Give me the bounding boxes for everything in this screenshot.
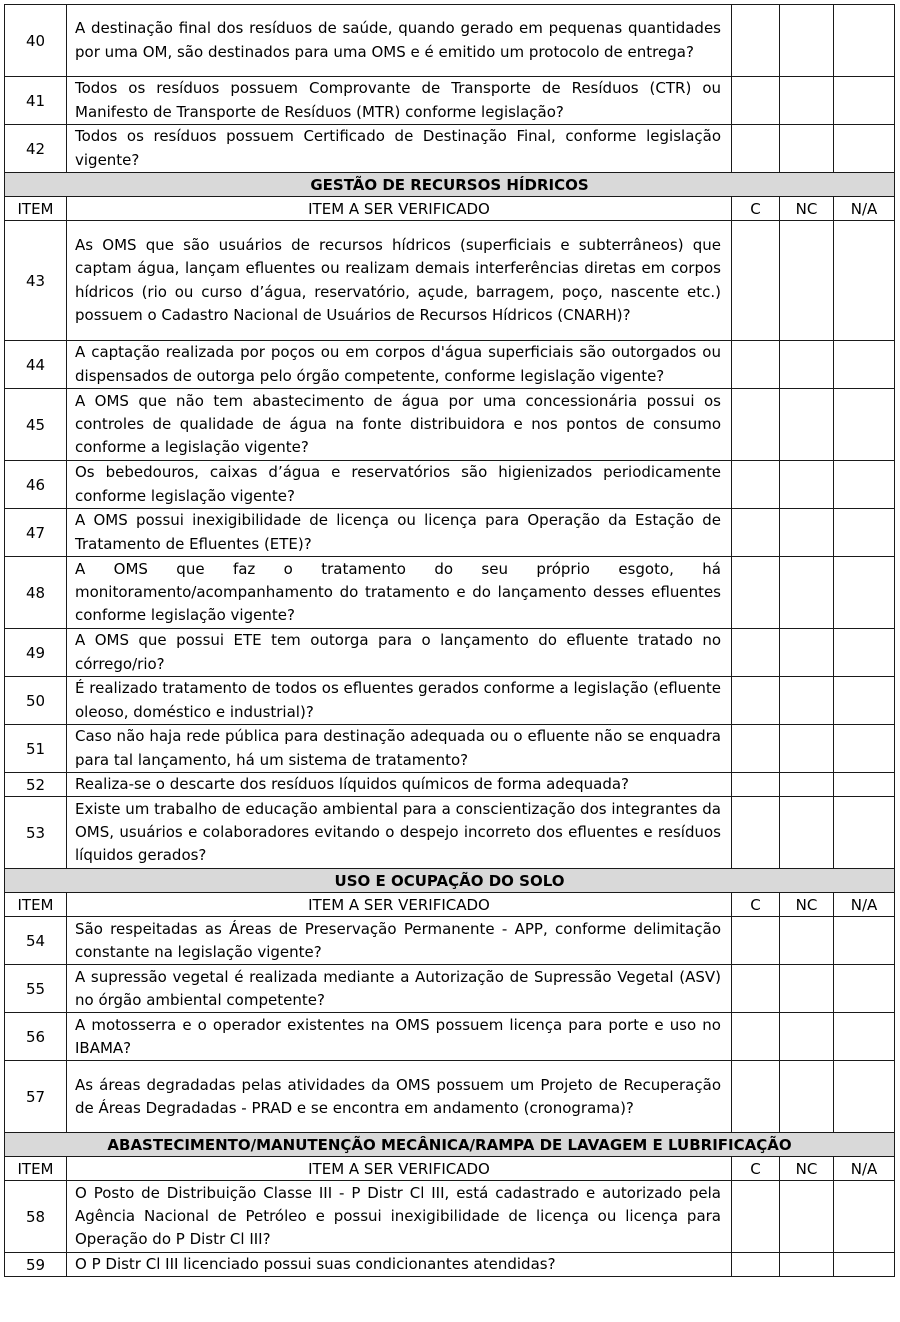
- item-number: 42: [5, 125, 67, 173]
- compliant-cell[interactable]: [732, 1253, 780, 1277]
- item-question: O P Distr Cl III licenciado possui suas condicionantes atendidas?: [67, 1253, 732, 1277]
- not-applicable-cell[interactable]: [834, 5, 895, 77]
- item-number: 45: [5, 389, 67, 461]
- non-compliant-cell[interactable]: [780, 965, 834, 1013]
- compliant-cell[interactable]: [732, 1013, 780, 1061]
- non-compliant-cell[interactable]: [780, 125, 834, 173]
- item-number: 49: [5, 629, 67, 677]
- header-item: ITEM: [5, 893, 67, 917]
- header-nc: NC: [780, 1157, 834, 1181]
- non-compliant-cell[interactable]: [780, 773, 834, 797]
- checklist-row: [5, 389, 895, 461]
- checklist-table: [4, 4, 895, 1277]
- not-applicable-cell[interactable]: [834, 221, 895, 341]
- section-title: ABASTECIMENTO/MANUTENÇÃO MECÂNICA/RAMPA DE LAVAGEM E LUBRIFICAÇÃO: [5, 1133, 895, 1157]
- item-number: 43: [5, 221, 67, 341]
- non-compliant-cell[interactable]: [780, 1181, 834, 1253]
- item-number: 51: [5, 725, 67, 773]
- checklist-page: [4, 4, 894, 1277]
- not-applicable-cell[interactable]: [834, 1061, 895, 1133]
- item-question: As OMS que são usuários de recursos hídricos (superficiais e subterrâneos) que captam água, lançam efluentes ou realizam demais interferências diretas em corpos hídricos (rio ou curso d’água, reservatório, açude, barragem, poço, nascente etc.) possuem o Cadastro Nacional de Usuários de Recursos Hídricos (CNARH)?: [67, 221, 732, 341]
- item-question: O Posto de Distribuição Classe III - P Distr Cl III, está cadastrado e autorizado pela Agência Nacional de Petróleo e possui inexigibilidade de licença ou licença para Operação do P Distr Cl III?: [67, 1181, 732, 1253]
- not-applicable-cell[interactable]: [834, 77, 895, 125]
- header-nc: NC: [780, 197, 834, 221]
- header-nc: NC: [780, 893, 834, 917]
- item-question: Caso não haja rede pública para destinação adequada ou o efluente não se enquadra para tal lançamento, há um sistema de tratamento?: [67, 725, 732, 773]
- item-question: A OMS que não tem abastecimento de água por uma concessionária possui os controles de qualidade de água na fonte distribuidora e nos pontos de consumo conforme a legislação vigente?: [67, 389, 732, 461]
- checklist-row: [5, 557, 895, 629]
- checklist-row: [5, 797, 895, 869]
- compliant-cell[interactable]: [732, 221, 780, 341]
- compliant-cell[interactable]: [732, 389, 780, 461]
- checklist-row: [5, 77, 895, 125]
- compliant-cell[interactable]: [732, 725, 780, 773]
- item-number: 50: [5, 677, 67, 725]
- checklist-row: [5, 5, 895, 77]
- non-compliant-cell[interactable]: [780, 221, 834, 341]
- checklist-row: [5, 125, 895, 173]
- compliant-cell[interactable]: [732, 509, 780, 557]
- header-na: N/A: [834, 197, 895, 221]
- checklist-row: [5, 1013, 895, 1061]
- not-applicable-cell[interactable]: [834, 965, 895, 1013]
- item-number: 52: [5, 773, 67, 797]
- header-description: ITEM A SER VERIFICADO: [67, 197, 732, 221]
- compliant-cell[interactable]: [732, 1181, 780, 1253]
- section-title: GESTÃO DE RECURSOS HÍDRICOS: [5, 173, 895, 197]
- section-title: USO E OCUPAÇÃO DO SOLO: [5, 869, 895, 893]
- checklist-row: [5, 1181, 895, 1253]
- item-question: A captação realizada por poços ou em corpos d'água superficiais são outorgados ou dispensados de outorga pelo órgão competente, conforme legislação vigente?: [67, 341, 732, 389]
- header-description: ITEM A SER VERIFICADO: [67, 893, 732, 917]
- compliant-cell[interactable]: [732, 629, 780, 677]
- section-row: [5, 869, 895, 893]
- item-question: Realiza-se o descarte dos resíduos líquidos químicos de forma adequada?: [67, 773, 732, 797]
- item-number: 44: [5, 341, 67, 389]
- checklist-row: [5, 1253, 895, 1277]
- item-number: 57: [5, 1061, 67, 1133]
- header-na: N/A: [834, 893, 895, 917]
- item-question: Todos os resíduos possuem Comprovante de Transporte de Resíduos (CTR) ou Manifesto de Transporte de Resíduos (MTR) conforme legislação?: [67, 77, 732, 125]
- non-compliant-cell[interactable]: [780, 677, 834, 725]
- non-compliant-cell[interactable]: [780, 1013, 834, 1061]
- non-compliant-cell[interactable]: [780, 725, 834, 773]
- header-item: ITEM: [5, 197, 67, 221]
- compliant-cell[interactable]: [732, 797, 780, 869]
- checklist-row: [5, 341, 895, 389]
- item-question: A OMS que possui ETE tem outorga para o lançamento do efluente tratado no córrego/rio?: [67, 629, 732, 677]
- not-applicable-cell[interactable]: [834, 1253, 895, 1277]
- header-c: C: [732, 197, 780, 221]
- not-applicable-cell[interactable]: [834, 773, 895, 797]
- item-question: A motosserra e o operador existentes na OMS possuem licença para porte e uso no IBAMA?: [67, 1013, 732, 1061]
- not-applicable-cell[interactable]: [834, 461, 895, 509]
- header-item: ITEM: [5, 1157, 67, 1181]
- checklist-row: [5, 965, 895, 1013]
- compliant-cell[interactable]: [732, 77, 780, 125]
- not-applicable-cell[interactable]: [834, 677, 895, 725]
- non-compliant-cell[interactable]: [780, 389, 834, 461]
- checklist-row: [5, 509, 895, 557]
- item-number: 40: [5, 5, 67, 77]
- non-compliant-cell[interactable]: [780, 797, 834, 869]
- header-na: N/A: [834, 1157, 895, 1181]
- item-number: 41: [5, 77, 67, 125]
- compliant-cell[interactable]: [732, 1061, 780, 1133]
- not-applicable-cell[interactable]: [834, 725, 895, 773]
- non-compliant-cell[interactable]: [780, 917, 834, 965]
- checklist-row: [5, 629, 895, 677]
- compliant-cell[interactable]: [732, 557, 780, 629]
- compliant-cell[interactable]: [732, 677, 780, 725]
- not-applicable-cell[interactable]: [834, 629, 895, 677]
- item-question: A destinação final dos resíduos de saúde, quando gerado em pequenas quantidades por uma OM, são destinados para uma OMS e é emitido um protocolo de entrega?: [67, 5, 732, 77]
- not-applicable-cell[interactable]: [834, 509, 895, 557]
- header-c: C: [732, 1157, 780, 1181]
- item-question: É realizado tratamento de todos os efluentes gerados conforme a legislação (efluente oleoso, doméstico e industrial)?: [67, 677, 732, 725]
- compliant-cell[interactable]: [732, 917, 780, 965]
- checklist-row: [5, 725, 895, 773]
- non-compliant-cell[interactable]: [780, 461, 834, 509]
- compliant-cell[interactable]: [732, 125, 780, 173]
- compliant-cell[interactable]: [732, 461, 780, 509]
- not-applicable-cell[interactable]: [834, 557, 895, 629]
- checklist-body: [5, 5, 895, 1277]
- item-question: As áreas degradadas pelas atividades da OMS possuem um Projeto de Recuperação de Áreas Degradadas - PRAD e se encontra em andamento (cronograma)?: [67, 1061, 732, 1133]
- header-description: ITEM A SER VERIFICADO: [67, 1157, 732, 1181]
- item-question: Existe um trabalho de educação ambiental para a conscientização dos integrantes da OMS, usuários e colaboradores evitando o despejo incorreto dos efluentes e resíduos líquidos gerados?: [67, 797, 732, 869]
- item-number: 53: [5, 797, 67, 869]
- checklist-row: [5, 461, 895, 509]
- non-compliant-cell[interactable]: [780, 509, 834, 557]
- compliant-cell[interactable]: [732, 5, 780, 77]
- item-question: A OMS que faz o tratamento do seu próprio esgoto, há monitoramento/acompanhamento do tratamento e do lançamento desses efluentes conforme legislação vigente?: [67, 557, 732, 629]
- item-number: 54: [5, 917, 67, 965]
- checklist-row: [5, 221, 895, 341]
- not-applicable-cell[interactable]: [834, 917, 895, 965]
- non-compliant-cell[interactable]: [780, 5, 834, 77]
- checklist-row: [5, 773, 895, 797]
- not-applicable-cell[interactable]: [834, 1013, 895, 1061]
- non-compliant-cell[interactable]: [780, 629, 834, 677]
- compliant-cell[interactable]: [732, 341, 780, 389]
- not-applicable-cell[interactable]: [834, 797, 895, 869]
- item-number: 46: [5, 461, 67, 509]
- header-c: C: [732, 893, 780, 917]
- item-question: A OMS possui inexigibilidade de licença ou licença para Operação da Estação de Tratamento de Efluentes (ETE)?: [67, 509, 732, 557]
- item-number: 58: [5, 1181, 67, 1253]
- compliant-cell[interactable]: [732, 773, 780, 797]
- non-compliant-cell[interactable]: [780, 341, 834, 389]
- column-header-row: [5, 893, 895, 917]
- item-question: São respeitadas as Áreas de Preservação Permanente - APP, conforme delimitação constante na legislação vigente?: [67, 917, 732, 965]
- item-number: 59: [5, 1253, 67, 1277]
- column-header-row: [5, 1157, 895, 1181]
- checklist-row: [5, 677, 895, 725]
- checklist-row: [5, 917, 895, 965]
- item-number: 55: [5, 965, 67, 1013]
- not-applicable-cell[interactable]: [834, 389, 895, 461]
- non-compliant-cell[interactable]: [780, 557, 834, 629]
- non-compliant-cell[interactable]: [780, 1253, 834, 1277]
- non-compliant-cell[interactable]: [780, 77, 834, 125]
- non-compliant-cell[interactable]: [780, 1061, 834, 1133]
- compliant-cell[interactable]: [732, 965, 780, 1013]
- item-number: 47: [5, 509, 67, 557]
- not-applicable-cell[interactable]: [834, 1181, 895, 1253]
- not-applicable-cell[interactable]: [834, 341, 895, 389]
- item-question: Todos os resíduos possuem Certificado de Destinação Final, conforme legislação vigente?: [67, 125, 732, 173]
- column-header-row: [5, 197, 895, 221]
- item-number: 48: [5, 557, 67, 629]
- item-number: 56: [5, 1013, 67, 1061]
- item-question: A supressão vegetal é realizada mediante a Autorização de Supressão Vegetal (ASV) no órgão ambiental competente?: [67, 965, 732, 1013]
- item-question: Os bebedouros, caixas d’água e reservatórios são higienizados periodicamente conforme legislação vigente?: [67, 461, 732, 509]
- section-row: [5, 173, 895, 197]
- checklist-row: [5, 1061, 895, 1133]
- not-applicable-cell[interactable]: [834, 125, 895, 173]
- section-row: [5, 1133, 895, 1157]
